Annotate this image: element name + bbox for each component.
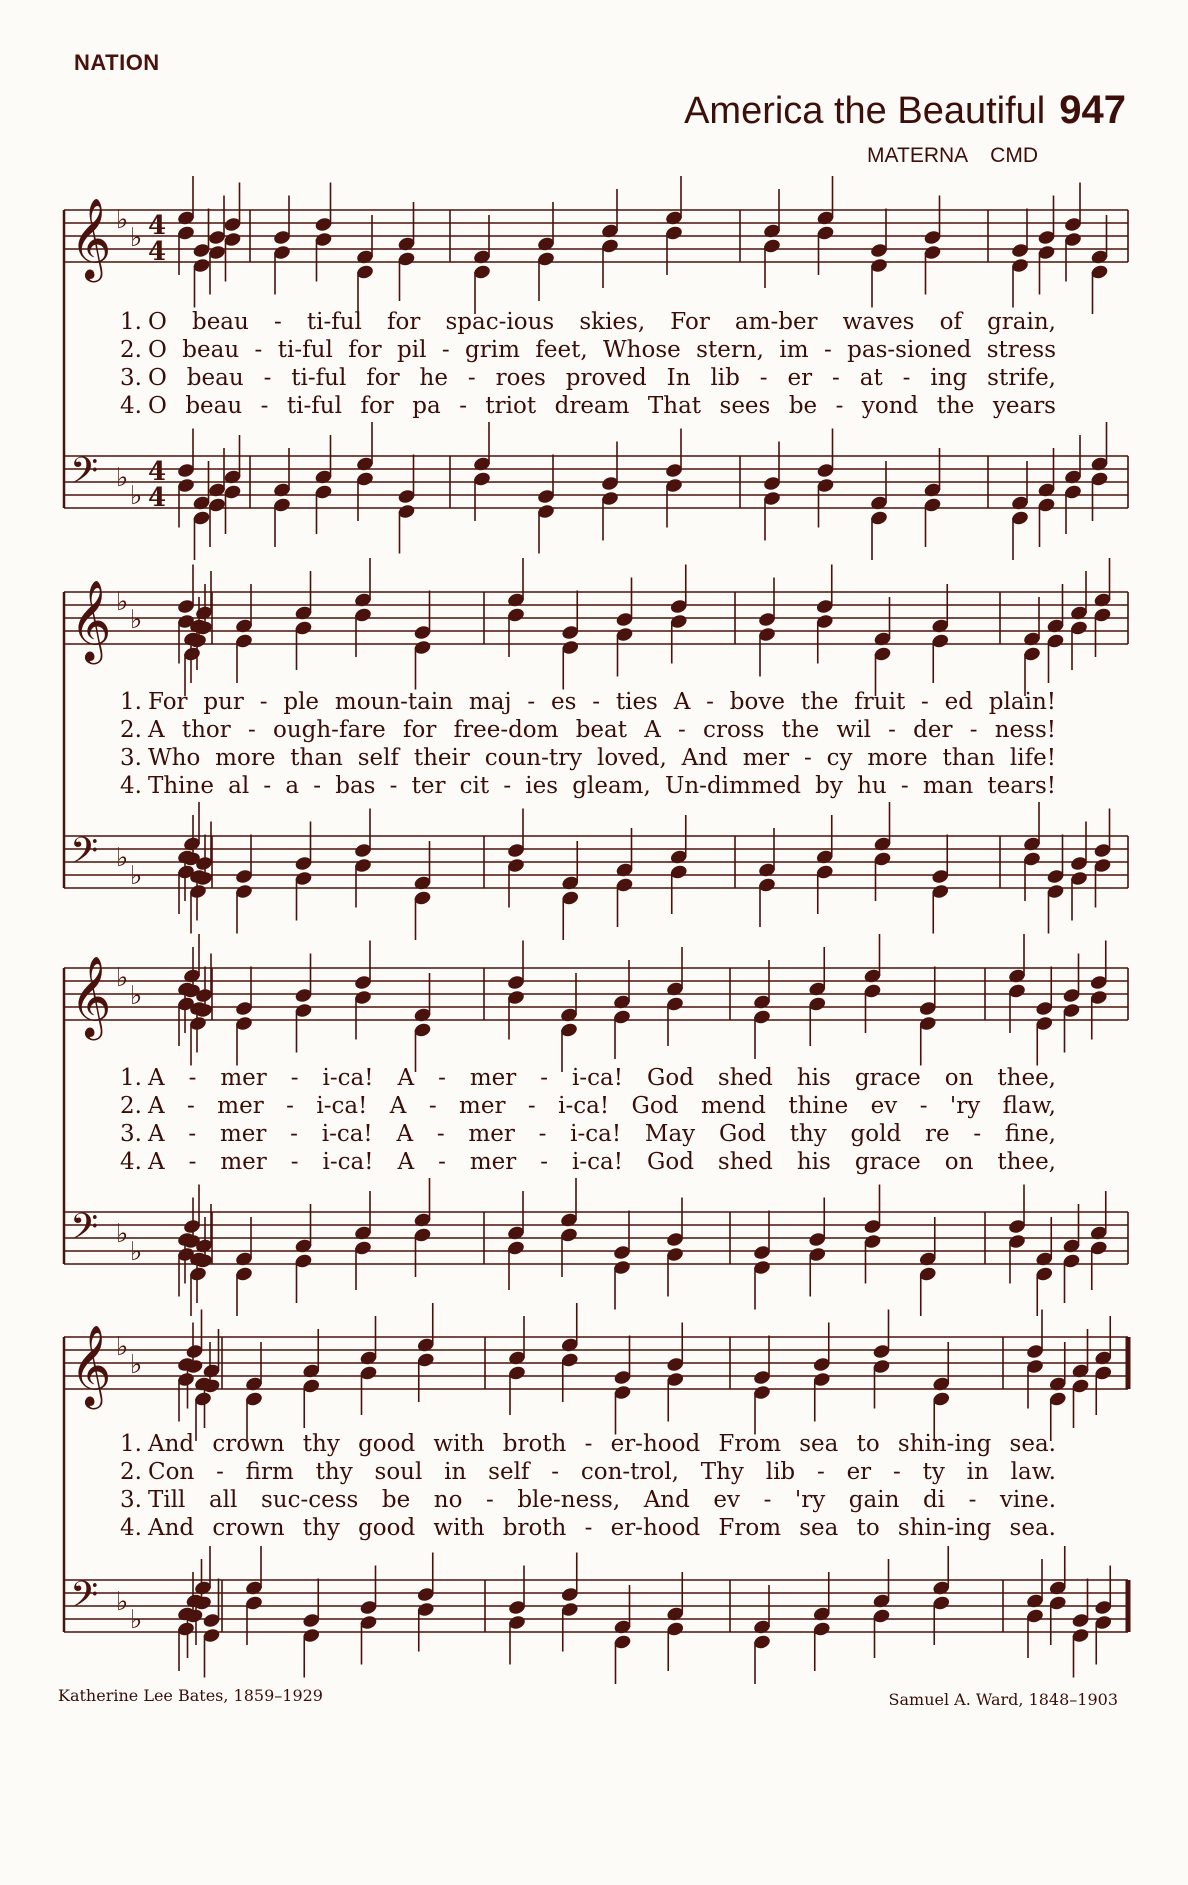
verse-number: 3. xyxy=(120,745,142,771)
verse-text: Till all suc-cess be no - ble-ness, And ev - 'ry gain di - vine. xyxy=(148,1487,1056,1513)
lyrics-system-1 xyxy=(96,308,1056,420)
flat-icon: ♭ xyxy=(116,843,129,873)
verse-text: O beau - ti-ful for pa - triot dream That sees be - yond the years xyxy=(148,393,1056,419)
verse-line xyxy=(96,1430,1056,1458)
verse-text: O beau - ti-ful for he - roes proved In lib - er - at - ing strife, xyxy=(148,365,1056,391)
flat-icon: ♭ xyxy=(130,605,143,635)
verse-number: 1. xyxy=(120,1065,142,1091)
verse-number: 2. xyxy=(120,1459,142,1485)
verse-text: A - mer - i-ca! A - mer - i-ca! God shed his grace on thee, xyxy=(148,1149,1056,1175)
flat-icon: ♭ xyxy=(130,1237,143,1267)
verse-number: 4. xyxy=(120,393,142,419)
verse-line xyxy=(96,1120,1056,1148)
verse-number: 4. xyxy=(120,773,142,799)
verse-text: O beau - ti-ful for pil - grim feet, Whose stern, im - pas-sioned stress xyxy=(148,337,1056,363)
treble-clef-icon: 𝄞 xyxy=(70,1324,112,1406)
verse-number: 3. xyxy=(120,365,142,391)
music-credit: Samuel A. Ward, 1848–1903 xyxy=(888,1690,1118,1709)
verse-line xyxy=(96,308,1056,336)
verse-text: Thine al - a - bas - ter cit - ies gleam, Un-dimmed by hu - man tears! xyxy=(148,773,1056,799)
flat-icon: ♭ xyxy=(116,1332,129,1362)
verse-number: 3. xyxy=(120,1487,142,1513)
verse-text: Con - firm thy soul in self - con-trol, Thy lib - er - ty in law. xyxy=(148,1459,1056,1485)
verse-number: 2. xyxy=(120,337,142,363)
flat-icon: ♭ xyxy=(130,1350,143,1380)
verse-line xyxy=(96,336,1056,364)
verse-text: Who more than self their coun-try loved, And mer - cy more than life! xyxy=(148,745,1056,771)
bass-clef-icon: 𝄢 xyxy=(70,450,99,501)
verse-text: A - mer - i-ca! A - mer - i-ca! God shed his grace on thee, xyxy=(148,1065,1056,1091)
treble-clef-icon: 𝄞 xyxy=(70,579,112,661)
verse-text: And crown thy good with broth - er-hood From sea to shin-ing sea. xyxy=(148,1431,1056,1457)
verse-text: A - mer - i-ca! A - mer - i-ca! God mend thine ev - 'ry flaw, xyxy=(148,1093,1056,1119)
verse-number: 4. xyxy=(120,1149,142,1175)
verse-number: 2. xyxy=(120,1093,142,1119)
flat-icon: ♭ xyxy=(116,463,129,493)
time-signature-denominator: 4 xyxy=(148,237,167,267)
flat-icon: ♭ xyxy=(130,481,143,511)
flat-icon: ♭ xyxy=(116,1219,129,1249)
verse-number: 2. xyxy=(120,717,142,743)
time-signature-numerator: 4 xyxy=(148,211,167,241)
treble-clef-icon: 𝄞 xyxy=(70,197,112,279)
verse-line xyxy=(96,1514,1056,1542)
verse-line xyxy=(96,1486,1056,1514)
flat-icon: ♭ xyxy=(130,223,143,253)
verse-line xyxy=(96,772,1056,800)
verse-number: 1. xyxy=(120,689,142,715)
time-signature-numerator: 4 xyxy=(148,457,167,487)
verse-line xyxy=(96,1064,1056,1092)
verse-line xyxy=(96,392,1056,420)
verse-text: And crown thy good with broth - er-hood From sea to shin-ing sea. xyxy=(148,1515,1056,1541)
hymn-title: America the Beautiful xyxy=(684,90,1046,132)
flat-icon: ♭ xyxy=(130,861,143,891)
time-signature-denominator: 4 xyxy=(148,483,167,513)
flat-icon: ♭ xyxy=(130,981,143,1011)
lyrics-system-3 xyxy=(96,1064,1056,1176)
bass-clef-icon: 𝄢 xyxy=(70,830,99,881)
flat-icon: ♭ xyxy=(116,1587,129,1617)
verse-line xyxy=(96,1458,1056,1486)
verse-text: A - mer - i-ca! A - mer - i-ca! May God thy gold re - fine, xyxy=(148,1121,1056,1147)
verse-text: For pur - ple moun-tain maj - es - ties A - bove the fruit - ed plain! xyxy=(148,689,1056,715)
verse-line xyxy=(96,364,1056,392)
verse-line xyxy=(96,1092,1056,1120)
treble-clef-icon: 𝄞 xyxy=(70,955,112,1037)
lyrics-system-2 xyxy=(96,688,1056,800)
words-credit: Katherine Lee Bates, 1859–1929 xyxy=(58,1686,323,1705)
flat-icon: ♭ xyxy=(116,205,129,235)
verse-number: 4. xyxy=(120,1515,142,1541)
verse-line xyxy=(96,688,1056,716)
meter: CMD xyxy=(990,144,1038,167)
hymn-number: 947 xyxy=(1059,88,1126,132)
bass-clef-icon: 𝄢 xyxy=(70,1574,99,1625)
flat-icon: ♭ xyxy=(116,587,129,617)
verse-number: 1. xyxy=(120,1431,142,1457)
flat-icon: ♭ xyxy=(130,1605,143,1635)
section-label: NATION xyxy=(74,50,160,75)
verse-text: A thor - ough-fare for free-dom beat A - cross the wil - der - ness! xyxy=(148,717,1056,743)
verse-line xyxy=(96,716,1056,744)
verse-line xyxy=(96,1148,1056,1176)
lyrics-system-4 xyxy=(96,1430,1056,1542)
verse-number: 1. xyxy=(120,309,142,335)
verse-number: 3. xyxy=(120,1121,142,1147)
verse-text: O beau - ti-ful for spac-ious skies, For am-ber waves of grain, xyxy=(148,309,1056,335)
flat-icon: ♭ xyxy=(116,963,129,993)
verse-line xyxy=(96,744,1056,772)
bass-clef-icon: 𝄢 xyxy=(70,1206,99,1257)
tune-name: MATERNA xyxy=(867,144,969,167)
